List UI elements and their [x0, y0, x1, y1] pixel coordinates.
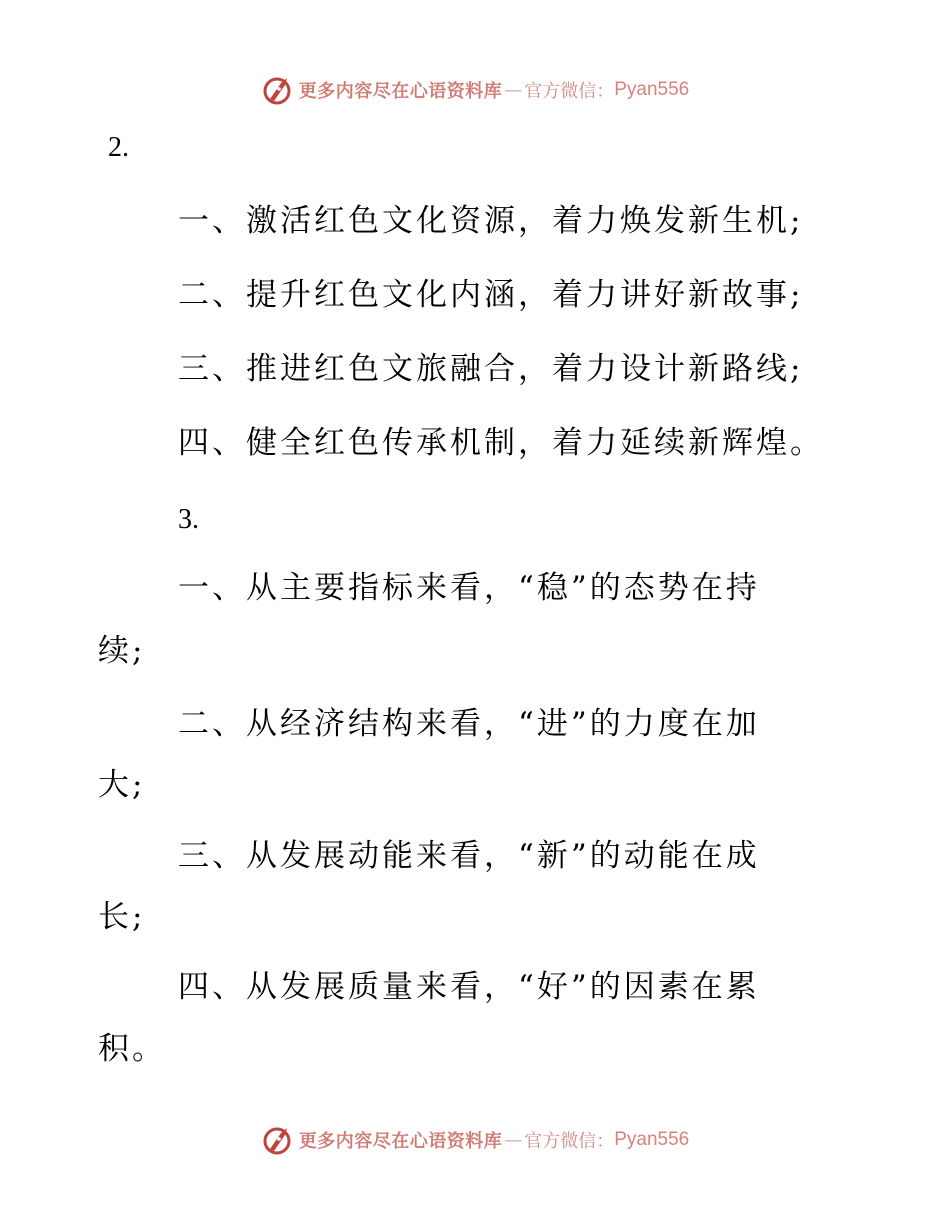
list-item: 一、从主要指标来看，“稳”的态势在持 [178, 570, 760, 606]
list-item-continuation: 续; [98, 633, 146, 669]
watermark-main-text: 更多内容尽在心语资料库 [298, 1131, 503, 1152]
list-item: 三、推进红色文旅融合，着力设计新路线; [178, 351, 804, 387]
watermark-label: 官方微信： [524, 81, 615, 102]
section-number-3: 3. [178, 504, 199, 535]
watermark-separator: — [504, 1129, 523, 1151]
watermark-label: 官方微信： [524, 1131, 615, 1152]
list-item: 四、健全红色传承机制，着力延续新辉煌。 [178, 425, 824, 461]
watermark-main-text: 更多内容尽在心语资料库 [298, 81, 503, 102]
section-number-2: 2. [108, 132, 129, 163]
list-item-continuation: 积。 [98, 1031, 166, 1067]
watermark-wechat-id: Pyan556 [614, 79, 690, 100]
list-item: 二、从经济结构来看，“进”的力度在加 [178, 706, 760, 742]
list-item: 一、激活红色文化资源，着力焕发新生机; [178, 203, 804, 239]
list-item-continuation: 大; [98, 767, 146, 803]
list-item: 三、从发展动能来看，“新”的动能在成 [178, 838, 760, 874]
pen-nib-logo-icon [261, 1124, 293, 1156]
list-item-continuation: 长; [98, 899, 146, 935]
watermark-separator: — [504, 79, 523, 101]
pen-nib-logo-icon [261, 74, 293, 106]
watermark-footer [0, 1120, 950, 1160]
watermark-header [0, 70, 950, 110]
watermark-wechat-id: Pyan556 [614, 1129, 690, 1150]
list-item: 四、从发展质量来看，“好”的因素在累 [178, 969, 760, 1005]
list-item: 二、提升红色文化内涵，着力讲好新故事; [178, 277, 804, 313]
